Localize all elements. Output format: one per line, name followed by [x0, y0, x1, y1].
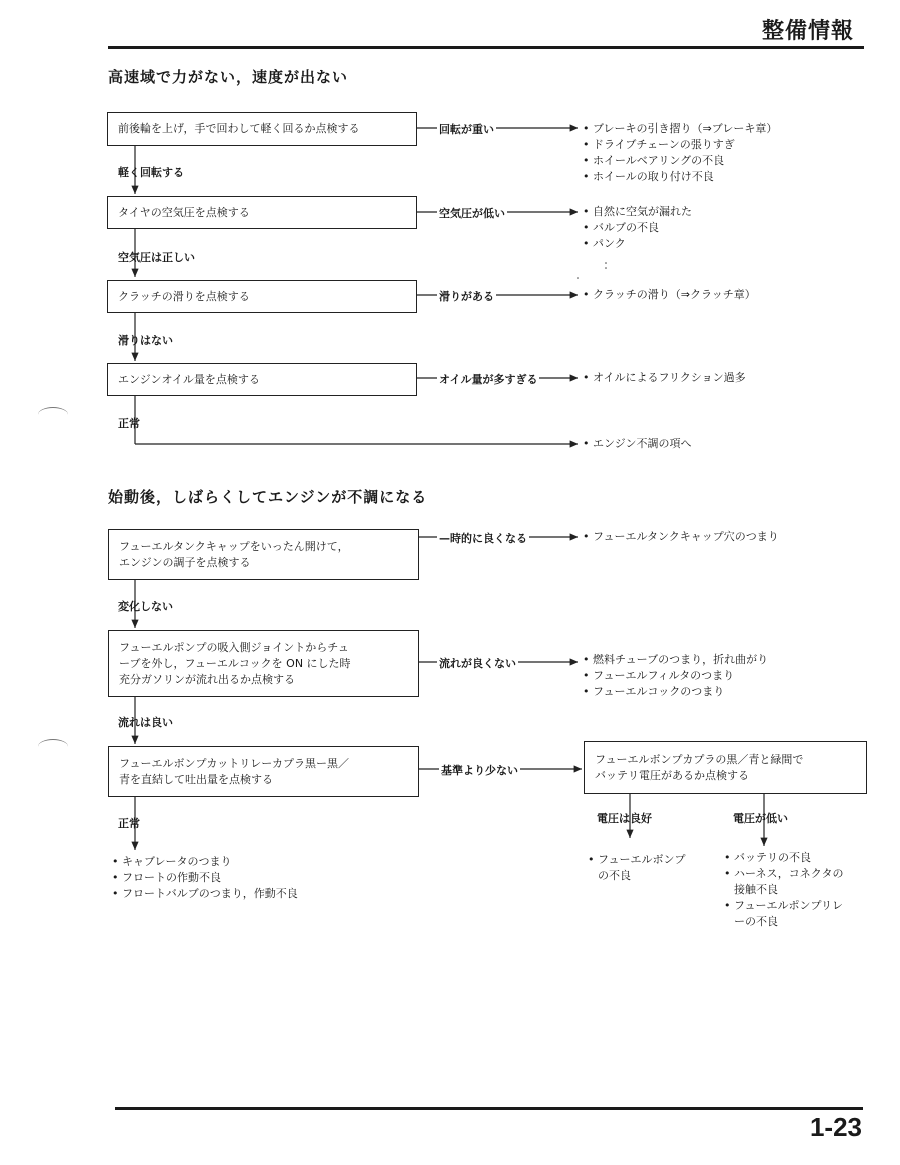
step4-box	[107, 363, 417, 396]
step4-text: エンジンオイル量を点検する	[118, 372, 260, 386]
section1-title: 高速域で力がない，速度が出ない	[108, 68, 349, 86]
margin-mark-top	[38, 407, 68, 422]
step2-results	[583, 204, 692, 252]
step3-box	[107, 280, 417, 313]
step4-next-label: 正常	[118, 417, 140, 430]
list-item: • バッテリの不良	[724, 851, 811, 864]
list-item: • フューエルフィルタのつまり	[583, 668, 768, 684]
list-item-cont: の不良	[598, 869, 631, 882]
section1-final-result	[583, 436, 691, 452]
sub-right-label: 電圧が低い	[733, 812, 788, 825]
box-line: フューエルタンクキャップをいったん開けて，	[119, 539, 349, 553]
box-line: フューエルポンプの吸入側ジョイントからチュ	[119, 640, 349, 654]
s2-step3-next-label: 正常	[118, 817, 140, 830]
margin-mark-bottom	[38, 739, 68, 754]
step3-condition: 滑りがある	[439, 290, 494, 303]
section2-title: 始動後，しばらくしてエンジンが不調になる	[108, 488, 428, 506]
s2-step2-condition: 流れが良くない	[439, 657, 516, 670]
page-number: 1-23	[809, 1112, 862, 1142]
step1-condition: 回転が重い	[439, 123, 494, 136]
list-item: • ハーネス，コネクタの	[724, 867, 844, 880]
step2-box	[107, 196, 417, 229]
step2-next-label: 空気圧は正しい	[118, 251, 195, 264]
box-line: フューエルボンプカプラの黒／青と緑間で	[595, 752, 804, 766]
s2-step1-condition-text: 時的に良くなる	[450, 532, 527, 545]
sub-left-results	[588, 852, 685, 884]
list-item: • オイルによるフリクション過多	[583, 370, 746, 386]
list-item: • フューエルポンプリレ	[724, 899, 844, 912]
step3-results	[583, 287, 756, 303]
list-item: • パンク	[583, 236, 692, 252]
list-item: • エンジン不調の項へ	[583, 436, 691, 452]
box-line: エンジンの調子を点検する	[119, 555, 251, 569]
list-item: • ブレーキの引き摺り（⇒ブレーキ章）	[583, 121, 777, 137]
step1-text: 前後輪を上げ，手で回わして軽く回るか点検する	[118, 122, 360, 135]
list-item: • ホイールベアリングの不良	[583, 153, 777, 169]
step4-results	[583, 370, 746, 386]
s2-step1-condition: —時的に良くなる	[439, 532, 527, 545]
box-line: 青を直結して吐出量を点検する	[119, 772, 273, 786]
list-item: • フューエルタンクキャップ穴のつまり	[583, 529, 779, 545]
list-item: • バルブの不良	[583, 220, 692, 236]
list-item: • クラッチの滑り（⇒クラッチ章）	[583, 287, 756, 303]
s2-step2-box	[108, 630, 419, 697]
list-item-cont: 接触不良	[734, 883, 778, 896]
sub-right-line: ハーネス，コネクタの	[734, 867, 844, 880]
sub-right-line: バッテリの不良	[734, 851, 811, 864]
list-item: • キャブレータのつまり	[112, 854, 298, 870]
sub-right-line: フューエルポンプリレ	[734, 899, 844, 912]
list-item: • 自然に空気が漏れた	[583, 204, 692, 220]
s2-step1-box	[108, 529, 419, 580]
sub-left-line: フューエルボンプ	[598, 853, 686, 866]
step3-next-label: 滑りはない	[118, 334, 173, 347]
box-line: 充分ガソリンが流れ出るか点検する	[119, 672, 295, 686]
s2-step3-box	[108, 746, 419, 797]
list-item: • ドライブチェーンの張りすぎ	[583, 137, 777, 153]
list-item: • フューエルボンプ	[588, 853, 686, 866]
list-item: • フューエルコックのつまり	[583, 684, 768, 700]
step1-results	[583, 121, 777, 185]
s2-step2-results	[583, 652, 768, 700]
footer-rule	[115, 1107, 863, 1110]
box-line: バッテリ電圧があるか点検する	[595, 768, 749, 782]
list-item: • ホイールの取り付け不良	[583, 169, 777, 185]
sub-left-label: 電圧は良好	[597, 812, 652, 825]
list-item: • フロートバルブのつまり，作動不良	[112, 886, 298, 902]
step1-box	[107, 112, 417, 146]
s2-step1-next-label: 変化しない	[118, 600, 173, 613]
s2-step1-results	[583, 529, 779, 545]
box-line: フューエルボンプカットリレーカプラ黒ー黒／	[119, 756, 350, 770]
list-item: • フロートの作動不良	[112, 870, 298, 886]
step3-text: クラッチの滑りを点検する	[118, 289, 250, 303]
s2-step2-next-label: 流れは良い	[118, 716, 173, 729]
list-item: • 燃料チューブのつまり，折れ曲がり	[583, 652, 768, 668]
step4-condition: オイル量が多すぎる	[439, 373, 538, 386]
s2-step3-results	[112, 854, 298, 902]
box-line: ーブを外し，フューエルコックを ON にした時	[119, 656, 351, 670]
s2-step3-condition: 基準より少ない	[441, 764, 518, 777]
step1-next-label: 軽く回転する	[118, 166, 184, 179]
s2-sub-box	[584, 741, 867, 794]
header-title: 整備情報	[761, 19, 854, 44]
list-item-cont: ーの不良	[734, 915, 778, 928]
sub-right-results	[724, 850, 844, 930]
step2-text: タイヤの空気圧を点検する	[118, 205, 250, 219]
step2-condition: 空気圧が低い	[439, 207, 505, 220]
